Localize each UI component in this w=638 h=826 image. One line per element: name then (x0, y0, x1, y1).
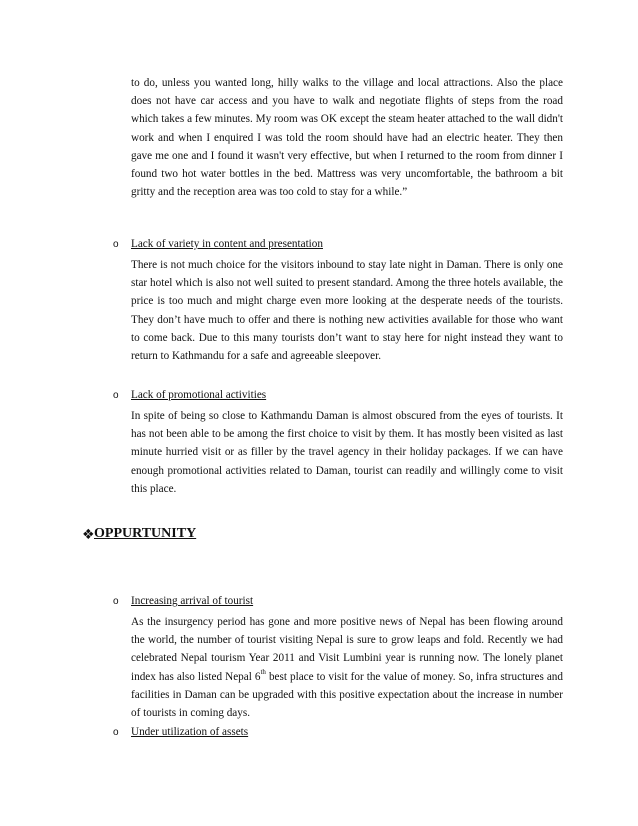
bullet-marker: o (113, 390, 119, 401)
opportunity-text-part1: As the insurgency period has gone and more positive news of Nepal has been flowing around the world, the number of tourist visiting Nepal is sure to grow leaps and fold. Recently we had celebrated Nepal tourism Year 2011 and Visit Lumbini year is running now. The lonely planet index has also listed Nepal 6 (131, 616, 563, 683)
bullet-marker: o (113, 239, 119, 250)
opportunity-heading-tourist-arrival: Increasing arrival of tourist (131, 595, 254, 607)
weakness-text-promotion: In spite of being so close to Kathmandu Daman is almost obscured from the eyes of tourists. It has not been able to be among the first choice to visit by them. It has mostly been visited as last minute hurried visit or as filler by the travel agency in their holiday packages. If we can have enough promotional activities related to Daman, tourist can readily and willingly come to visit this place. (131, 410, 563, 495)
opportunity-text-tourist-arrival (131, 613, 563, 722)
weakness-heading-variety: Lack of variety in content and presentation (131, 238, 323, 250)
diamond-bullet-icon: ❖ (82, 527, 95, 543)
bullet-marker: o (113, 727, 119, 738)
quote-paragraph: to do, unless you wanted long, hilly walks to the village and local attractions. Also the place does not have car access and you have to walk and negotiate flights of steps from the road which takes a few minutes. My room was OK except the steam heater attached to the wall didn't work and when I enquired I was told the room should have had an electric heater. They then gave me one and I found it wasn't very effective, but when I returned to the room from dinner I found two hot water bottles in the bed. Mattress was very uncomfortable, the bathroom a bit gritty and the reception area was too cold to stay for a while.” (131, 77, 563, 199)
weakness-text-variety: There is not much choice for the visitors inbound to stay late night in Daman. There is only one star hotel which is also not well suited to present standard. Among the three hotels available, the price is too much and might charge even more looking at the desperate needs of the tourists. They don’t have much to offer and there is nothing new activities available for those who want to come back. Due to this many tourists don’t want to stay here for night instead they want to return to Kathmandu for a safe and agreeable sleepover. (131, 259, 563, 363)
bullet-marker: o (113, 596, 119, 607)
opportunity-text-part2: best place to visit for the value of money. So, infra structures and facilities in Daman can be upgraded with this positive expectation about the increase in number of tourists in coming days. (131, 670, 563, 720)
opportunity-heading-underutilization: Under utilization of assets (131, 726, 249, 738)
weakness-heading-promotion: Lack of promotional activities (131, 389, 267, 401)
ordinal-suffix: th (260, 667, 266, 676)
section-title-opportunity: OPPURTUNITY (94, 526, 197, 541)
